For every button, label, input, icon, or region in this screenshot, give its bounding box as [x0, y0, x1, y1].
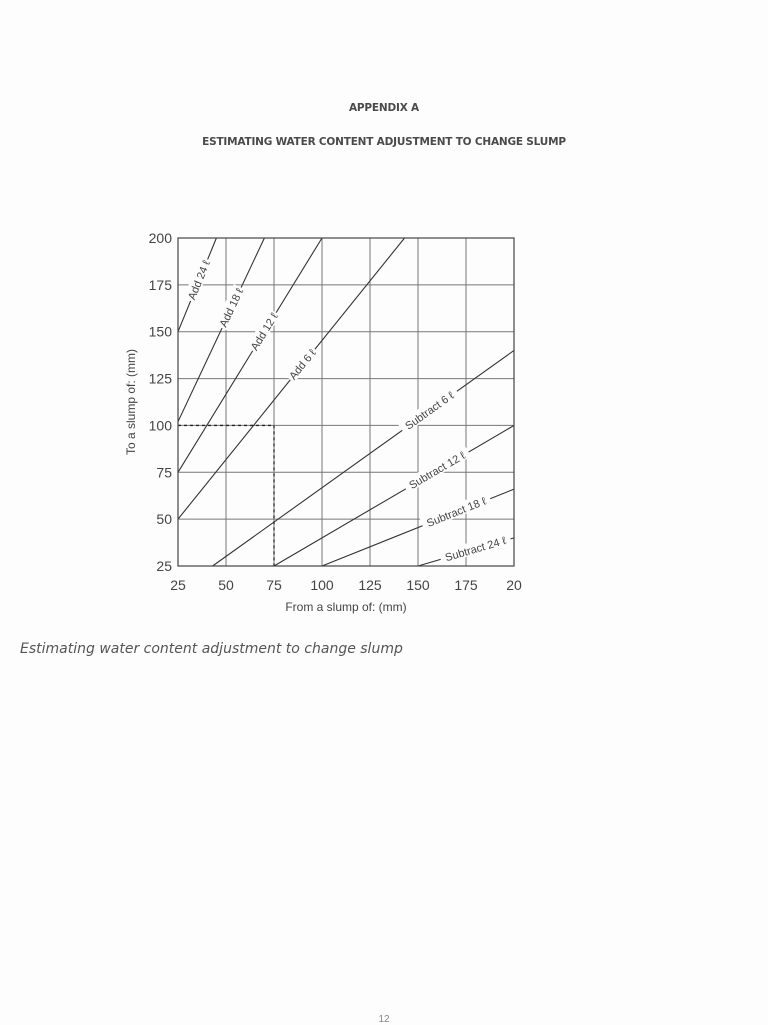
x-tick-label: 100	[310, 577, 334, 593]
x-tick-label: 175	[454, 577, 478, 593]
page-number: 12	[378, 1014, 390, 1025]
y-tick-label: 175	[148, 276, 172, 293]
x-tick-label: 125	[358, 577, 382, 593]
x-axis-label: From a slump of: (mm)	[285, 600, 407, 614]
series-label: Add 12 ℓ	[248, 311, 281, 353]
document-subtitle: ESTIMATING WATER CONTENT ADJUSTMENT TO CHANGE SLUMP	[202, 136, 566, 148]
chart-grid	[178, 238, 514, 566]
y-tick-label: 100	[148, 417, 172, 434]
y-tick-label: 200	[148, 230, 172, 246]
x-tick-label: 25	[170, 577, 186, 593]
figure-caption: Estimating water content adjustment to change slump	[20, 641, 403, 657]
y-tick-label: 75	[156, 464, 172, 481]
series-label: Add 6 ℓ	[287, 347, 319, 383]
chart-labels	[183, 256, 512, 564]
y-tick-label: 150	[148, 323, 172, 340]
series-label: Add 18 ℓ	[217, 286, 247, 330]
x-tick-label: 150	[406, 577, 430, 593]
series-label: Subtract 18 ℓ	[425, 495, 489, 530]
y-tick-label: 25	[156, 558, 172, 574]
x-tick-label: 20	[506, 577, 522, 593]
plot-border	[178, 238, 514, 566]
y-tick-label: 50	[156, 511, 172, 528]
chart-series	[178, 238, 514, 566]
series-label: Subtract 24 ℓ	[443, 535, 508, 565]
x-tick-label: 75	[266, 577, 282, 593]
y-tick-label: 125	[148, 370, 172, 387]
x-tick-label: 50	[218, 577, 234, 593]
series-label: Add 24 ℓ	[186, 258, 213, 302]
series-label: Subtract 6 ℓ	[403, 389, 457, 433]
series-label: Subtract 12 ℓ	[407, 449, 468, 492]
series-line	[178, 238, 264, 422]
series-line	[213, 350, 514, 566]
y-axis-label: To a slump of: (mm)	[124, 348, 138, 456]
appendix-title: APPENDIX A	[349, 102, 419, 114]
